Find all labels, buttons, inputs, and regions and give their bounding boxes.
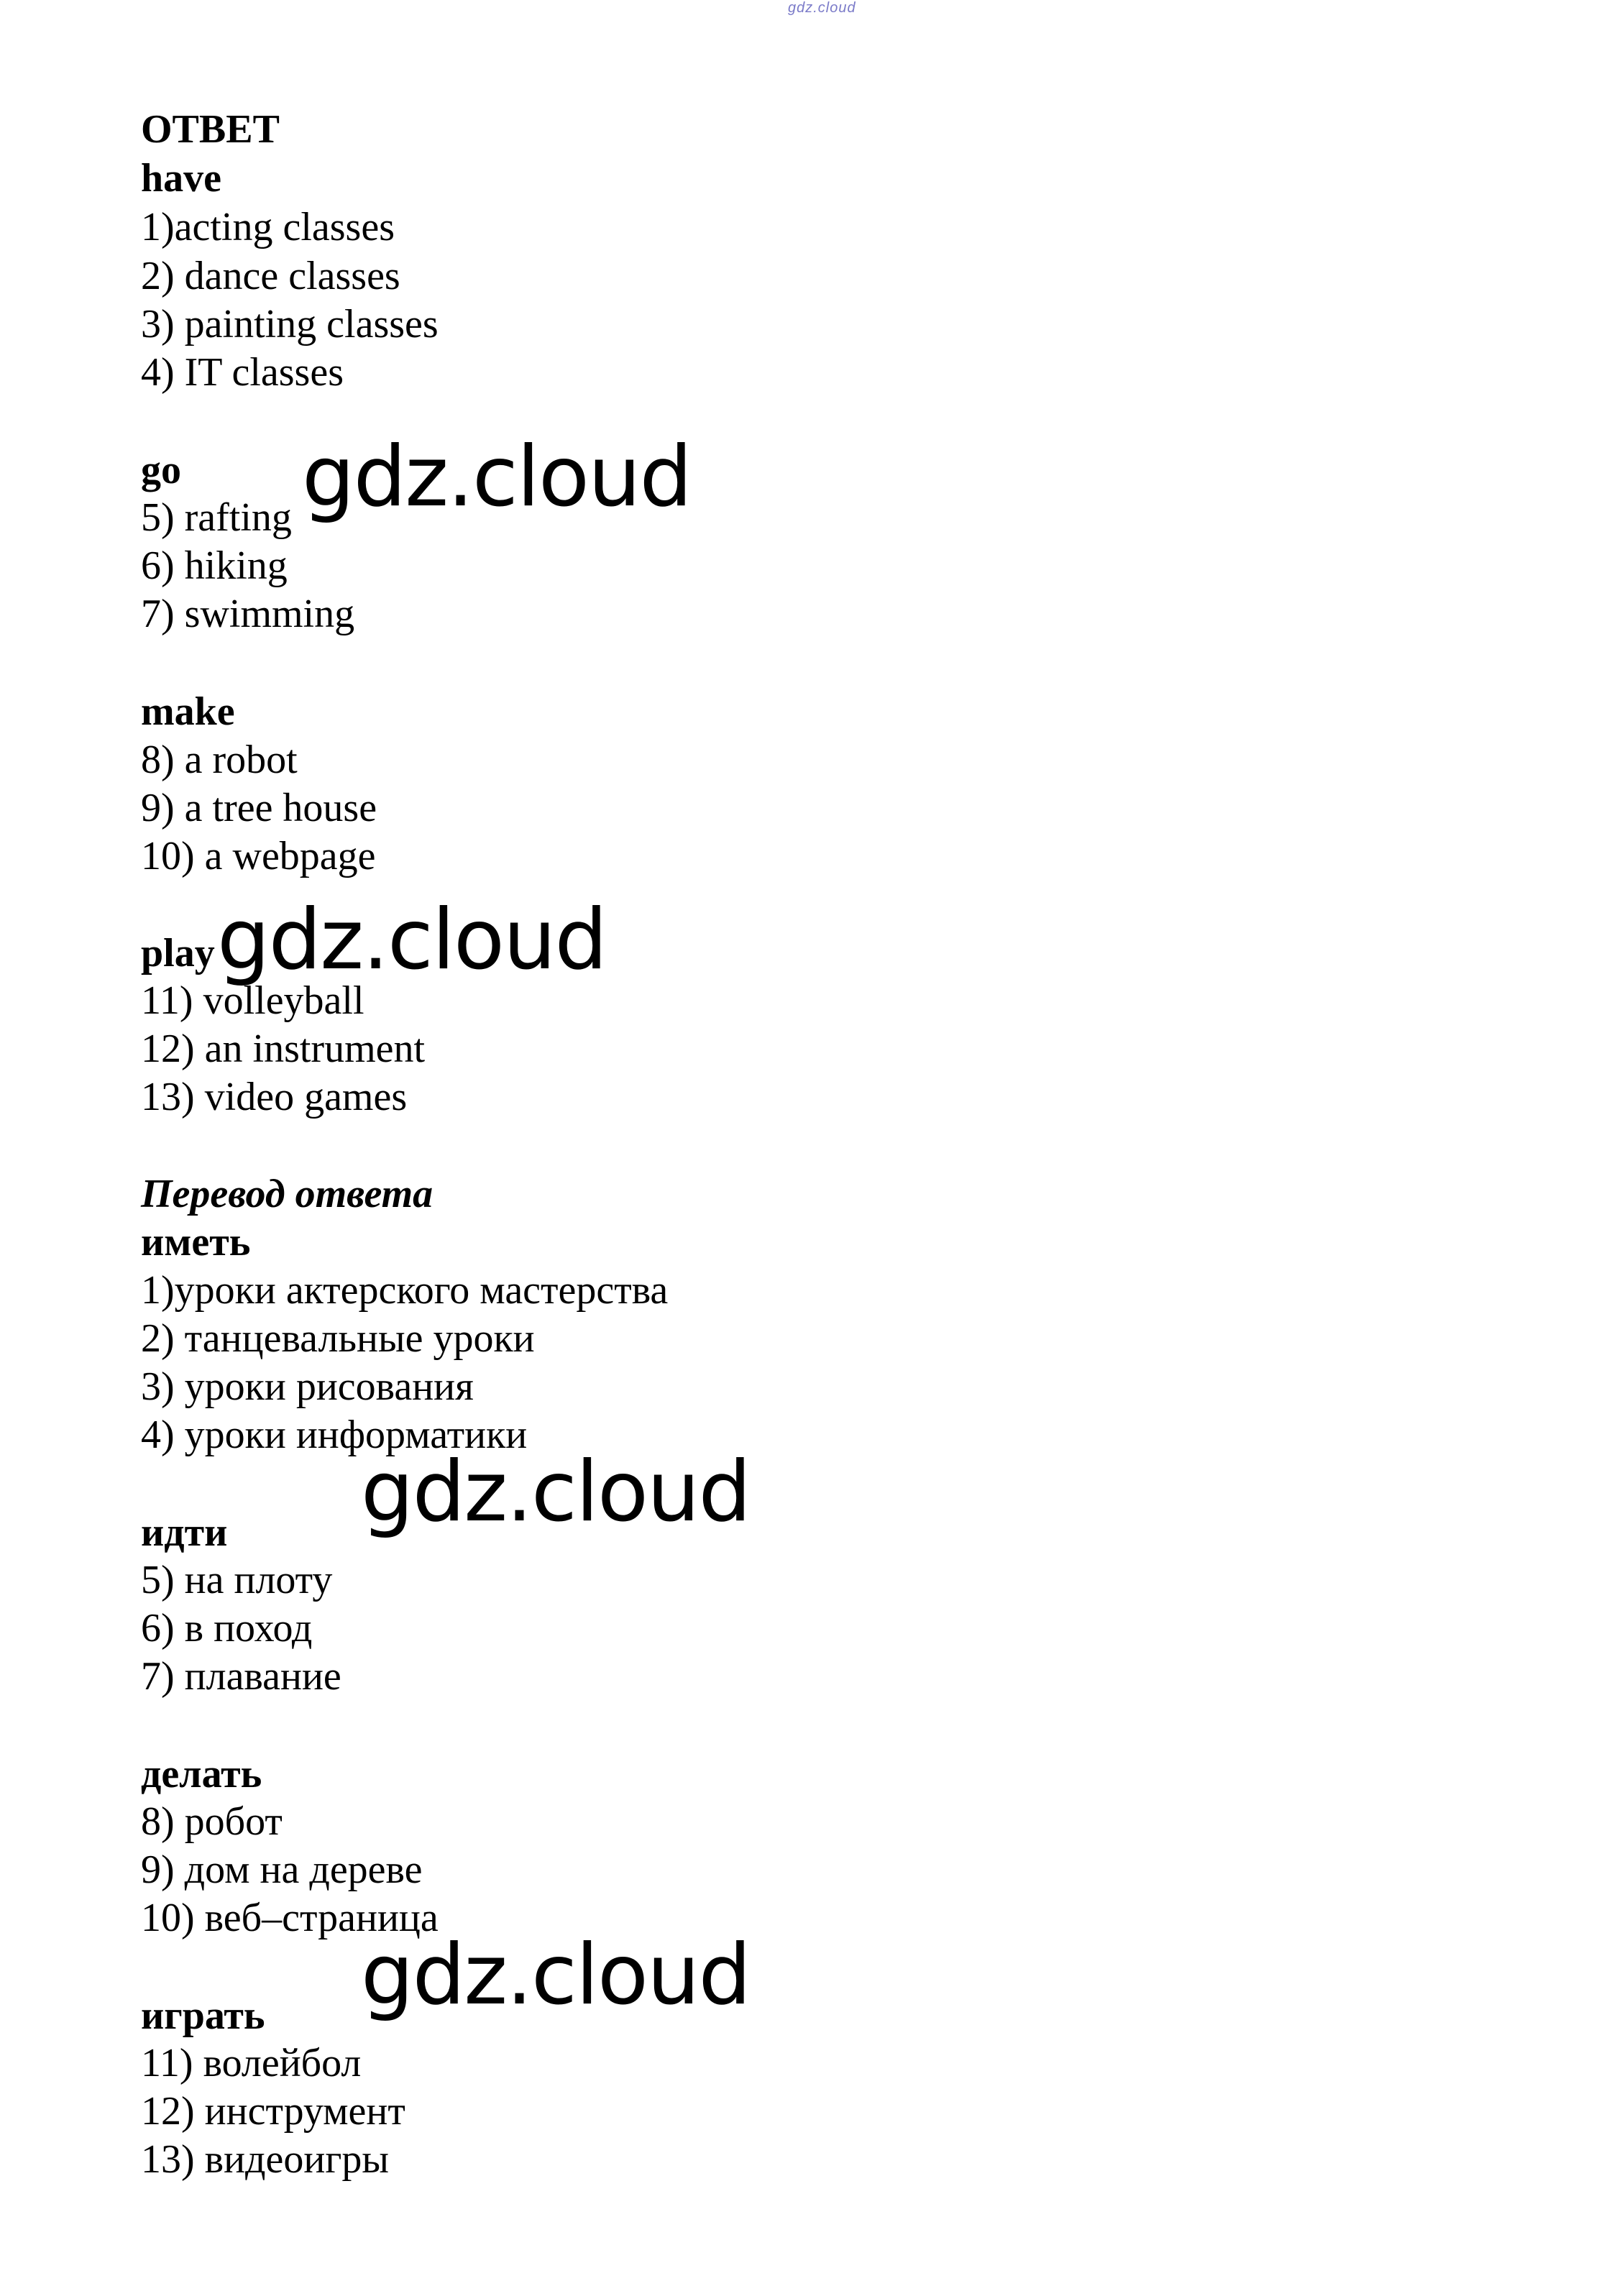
- list-item: 3) painting classes: [141, 302, 439, 346]
- list-item: 10) a webpage: [141, 834, 376, 878]
- group-head-idti: идти: [141, 1510, 228, 1555]
- list-item: 5) на плоту: [141, 1558, 333, 1602]
- list-item: 2) танцевальные уроки: [141, 1316, 535, 1361]
- group-head-igrat: играть: [141, 1993, 265, 2038]
- list-item: 9) дом на дереве: [141, 1847, 423, 1892]
- list-item: 7) swimming: [141, 592, 355, 636]
- translation-title: Перевод ответа: [141, 1172, 433, 1216]
- list-item: 10) веб–страница: [141, 1896, 439, 1940]
- list-item: 11) volleyball: [141, 978, 364, 1023]
- list-item: 3) уроки рисования: [141, 1364, 474, 1409]
- list-item: 1)уроки актерского мастерства: [141, 1268, 669, 1313]
- list-item: 12) an instrument: [141, 1027, 426, 1071]
- watermark: gdz.cloud: [217, 891, 607, 988]
- list-item: 9) a tree house: [141, 786, 377, 830]
- group-head-delat: делать: [141, 1752, 262, 1796]
- watermark: gdz.cloud: [361, 1927, 751, 2024]
- list-item: 8) робот: [141, 1799, 283, 1844]
- list-item: 13) video games: [141, 1075, 408, 1119]
- group-head-have: have: [141, 156, 221, 201]
- list-item: 13) видеоигры: [141, 2137, 389, 2182]
- list-item: 6) в поход: [141, 1606, 313, 1650]
- list-item: 11) волейбол: [141, 2041, 362, 2085]
- list-item: 1)acting classes: [141, 205, 395, 249]
- list-item: 12) инструмент: [141, 2089, 405, 2134]
- group-head-go: go: [141, 448, 181, 492]
- list-item: 4) уроки информатики: [141, 1413, 528, 1457]
- list-item: 5) rafting: [141, 495, 292, 540]
- top-watermark: gdz.cloud: [788, 0, 856, 16]
- group-head-imet: иметь: [141, 1220, 251, 1264]
- answer-title: ОТВЕТ: [141, 107, 280, 152]
- list-item: 7) плавание: [141, 1654, 341, 1699]
- list-item: 4) IT classes: [141, 350, 344, 395]
- group-head-play: play: [141, 931, 215, 975]
- list-item: 2) dance classes: [141, 254, 400, 298]
- watermark: gdz.cloud: [302, 428, 692, 525]
- list-item: 8) a robot: [141, 738, 298, 782]
- group-head-make: make: [141, 689, 235, 734]
- watermark: gdz.cloud: [361, 1443, 751, 1541]
- list-item: 6) hiking: [141, 543, 288, 588]
